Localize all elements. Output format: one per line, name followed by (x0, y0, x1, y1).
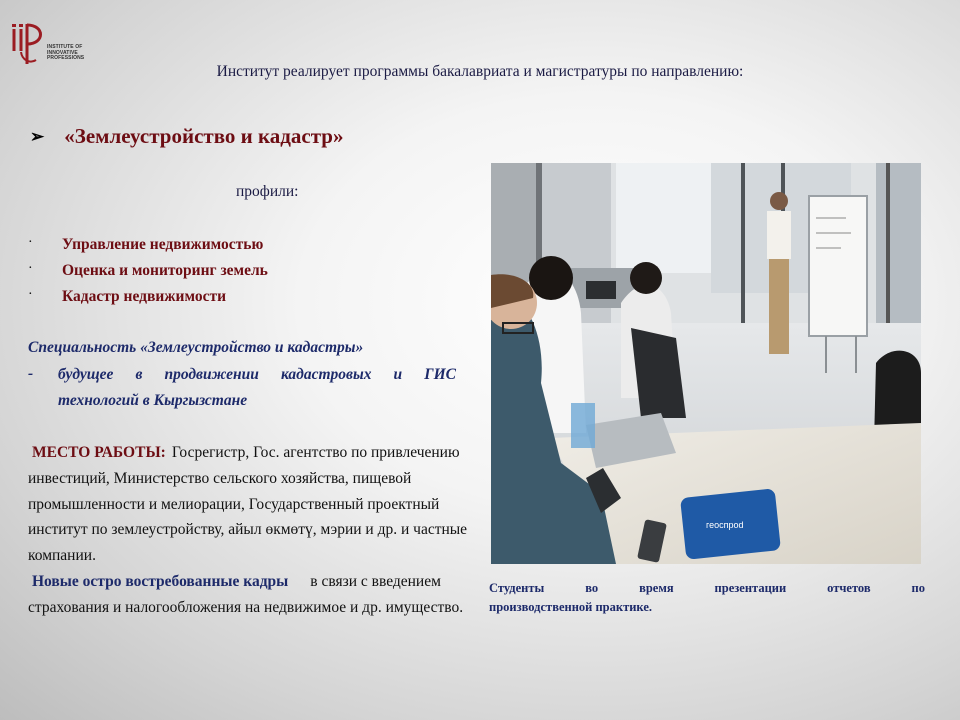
photo-caption (489, 579, 925, 617)
students-photo (491, 163, 921, 564)
direction-heading (30, 124, 343, 149)
future-line-2: технологий в Кыргызстане (58, 392, 248, 409)
list-item: · Оценка и мониторинг земель (28, 261, 268, 279)
dot-bullet-icon: · (28, 261, 33, 276)
iip-logo-icon (10, 20, 50, 66)
profiles-list (28, 235, 268, 313)
workplace-text: Госрегистр, Гос. агентство по привлечению инвестиций, Министерство сельского хозяйства, пищевой промышленности и мелиорации, Государственный проектный институт по землеустройству, айыл өкмөтү, мэрии и др. и частные компании. (28, 444, 468, 565)
caption-line-1: Студенты во время презентации отчетов по (489, 581, 925, 595)
caption-line-2: производственной практике. (489, 600, 652, 614)
workplace-paragraph (28, 440, 478, 621)
list-item: · Управление недвижимостью (28, 235, 264, 253)
mousepad-text: геоспроd (706, 520, 744, 530)
slide-header: Институт реалирует программы бакалавриата и магистратуры по направлению: (216, 63, 744, 80)
workplace-label: МЕСТО РАБОТЫ: (32, 444, 166, 461)
logo-text: INSTITUTE OF INNOVATIVE PROFESSIONS (47, 44, 85, 61)
dot-bullet-icon: · (28, 287, 33, 302)
dot-bullet-icon: · (28, 235, 33, 250)
demand-text: в связи с введением страхования и налогообложения на недвижимое и др. имущество. (28, 572, 464, 616)
specialty-title: Специальность «Землеустройство и кадастры» (28, 339, 364, 356)
institute-logo (10, 20, 90, 68)
demand-label: Новые остро востребованные кадры (32, 572, 289, 590)
arrow-bullet-icon: ➢ (30, 127, 45, 146)
profiles-label: профили: (236, 183, 299, 200)
future-statement (28, 365, 456, 417)
photo-illustration (491, 163, 921, 564)
direction-title: «Землеустройство и кадастр» (64, 124, 344, 148)
dash-bullet: - (28, 365, 34, 382)
future-line-1: будущее в продвижении кадастровых и ГИС (58, 366, 456, 383)
list-item: · Кадастр недвижимости (28, 287, 226, 305)
